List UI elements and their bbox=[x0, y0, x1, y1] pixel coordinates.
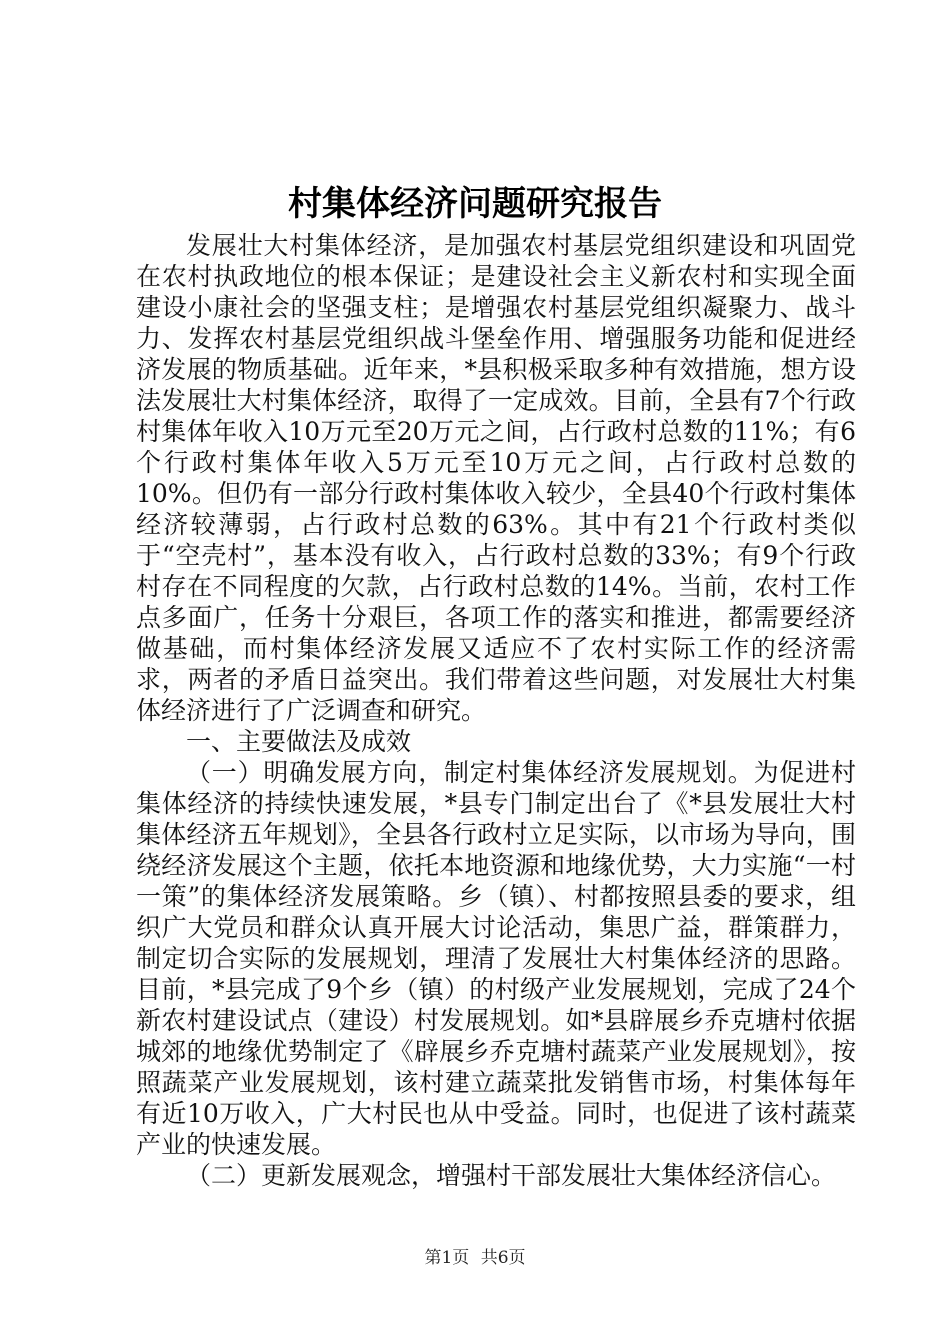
page-footer bbox=[0, 1243, 950, 1268]
page-total: 共6页 bbox=[480, 1248, 526, 1268]
document-body bbox=[136, 230, 856, 1191]
section-heading-1: 一、主要做法及成效 bbox=[186, 727, 412, 756]
document-title: 村集体经济问题研究报告 bbox=[288, 184, 662, 224]
page-number: 第1页 bbox=[424, 1248, 470, 1268]
paragraph-subsection-1: （一）明确发展方向，制定村集体经济发展规划。为促进村集体经济的持续快速发展，*县专门制定出台了《*县发展壮大村集体经济五年规划》，全县各行政村立足实际，以市场为导向，围绕经济发展这个主题，依托本地资源和地缘优势，大力实施“一村一策”的集体经济发展策略。乡（镇）、村都按照县委的要求，组织广大党员和群众认真开展大讨论活动，集思广益，群策群力，制定切合实际的发展规划，理清了发展壮大村集体经济的思路。目前，*县完成了9个乡（镇）的村级产业发展规划，完成了24个新农村建设试点（建设）村发展规划。如*县辟展乡乔克塘村依据城郊的地缘优势制定了《辟展乡乔克塘村蔬菜产业发展规划》，按照蔬菜产业发展规划，该村建立蔬菜批发销售市场，村集体每年有近10万收入，广大村民也从中受益。同时，也促进了该村蔬菜产业的快速发展。 bbox=[136, 758, 856, 1159]
paragraph-subsection-2: （二）更新发展观念，增强村干部发展壮大集体经济信心。 bbox=[186, 1161, 837, 1190]
paragraph-intro: 发展壮大村集体经济，是加强农村基层党组织建设和巩固党在农村执政地位的根本保证；是建设社会主义新农村和实现全面建设小康社会的坚强支柱；是增强农村基层党组织凝聚力、战斗力、发挥农村基层党组织战斗堡垒作用、增强服务功能和促进经济发展的物质基础。近年来，*县积极采取多种有效措施，想方设法发展壮大村集体经济，取得了一定成效。目前，全县有7个行政村集体年收入10万元至20万元之间，占行政村总数的11%；有6个行政村集体年收入5万元至10万元之间，占行政村总数的10%。但仍有一部分行政村集体收入较少，全县40个行政村集体经济较薄弱，占行政村总数的63%。其中有21个行政村类似于“空壳村”，基本没有收入，占行政村总数的33%；有9个行政村存在不同程度的欠款，占行政村总数的14%。当前，农村工作点多面广，任务十分艰巨，各项工作的落实和推进，都需要经济做基础，而村集体经济发展又适应不了农村实际工作的经济需求，两者的矛盾日益突出。我们带着这些问题，对发展壮大村集体经济进行了广泛调查和研究。 bbox=[136, 231, 856, 725]
